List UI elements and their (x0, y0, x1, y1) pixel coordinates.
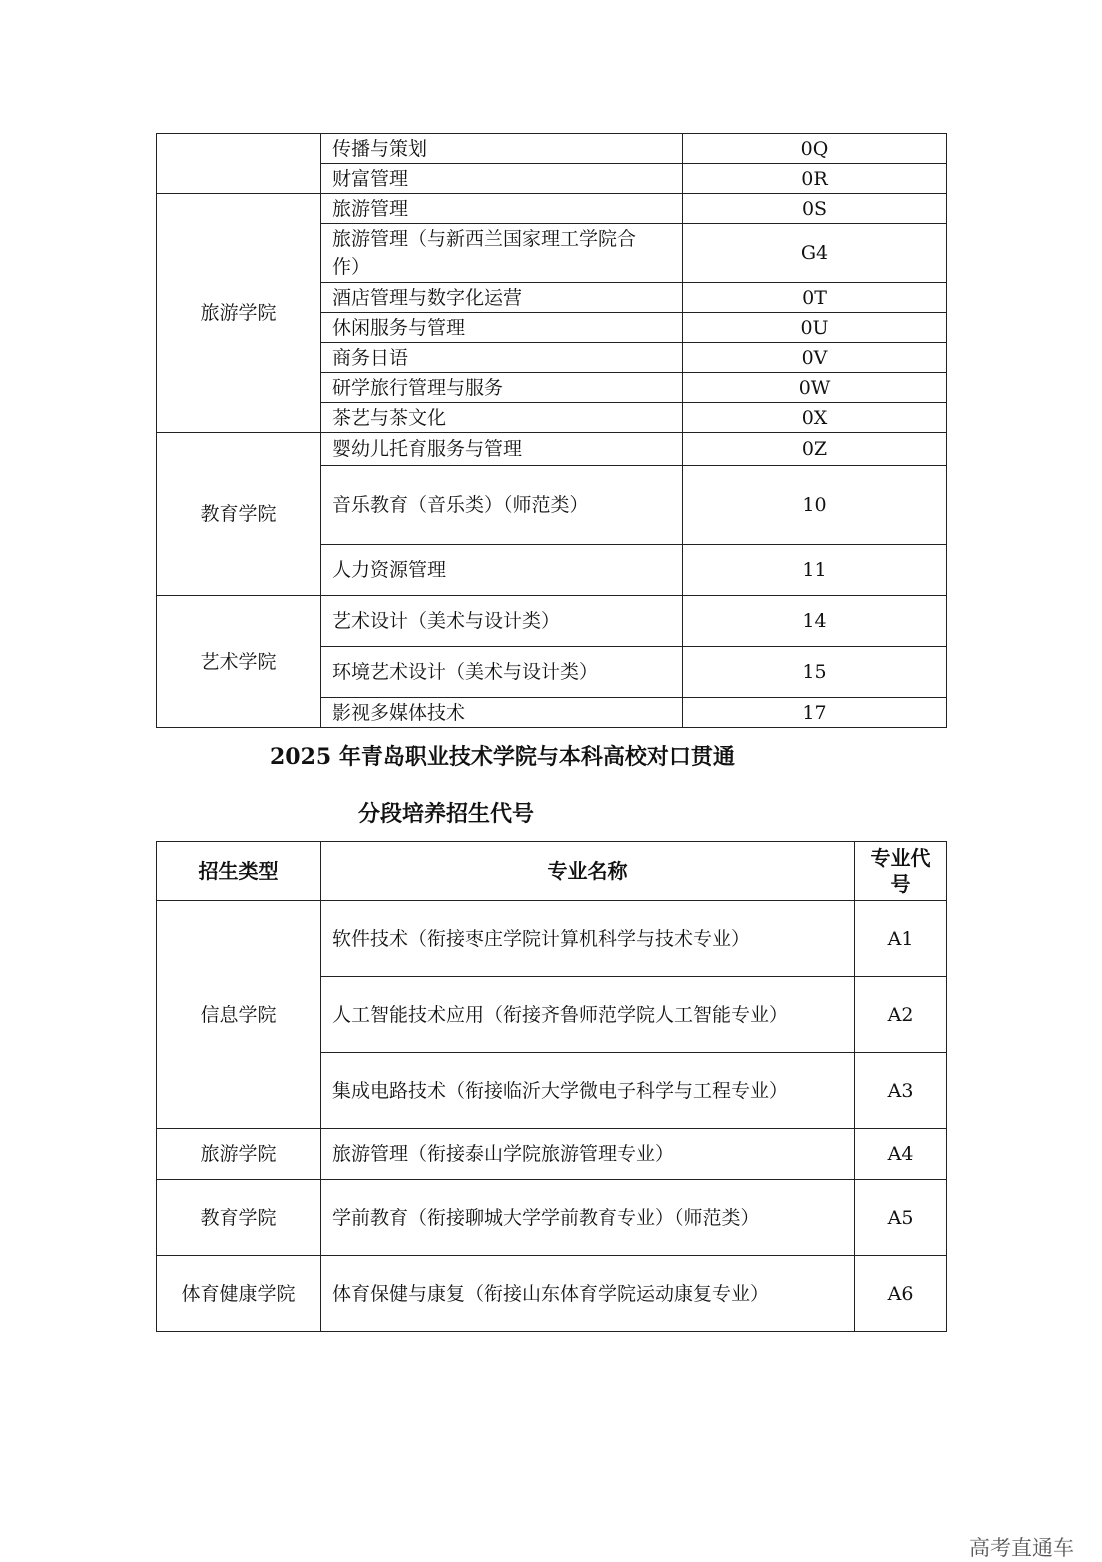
dept-cell: 教育学院 (157, 1180, 321, 1256)
dept-cell: 旅游学院 (157, 194, 321, 433)
major-name-cell: 商务日语 (321, 343, 683, 373)
major-code-cell: 15 (683, 647, 947, 698)
major-code-cell: 0S (683, 194, 947, 224)
major-code-cell: 10 (683, 466, 947, 545)
major-name-cell: 婴幼儿托育服务与管理 (321, 433, 683, 466)
major-name-cell: 酒店管理与数字化运营 (321, 283, 683, 313)
major-name-cell: 集成电路技术（衔接临沂大学微电子科学与工程专业） (321, 1053, 855, 1129)
major-name-cell: 艺术设计（美术与设计类） (321, 596, 683, 647)
section-title-line-2: 分段培养招生代号 (358, 801, 535, 827)
major-name-cell: 人工智能技术应用（衔接齐鲁师范学院人工智能专业） (321, 977, 855, 1053)
dept-cell: 艺术学院 (157, 596, 321, 728)
table-row (157, 194, 947, 224)
dept-cell (157, 134, 321, 194)
table-row (157, 1256, 947, 1332)
major-code-cell: A4 (855, 1129, 947, 1180)
major-code-cell: 11 (683, 545, 947, 596)
table-row (157, 1129, 947, 1180)
major-code-cell: 14 (683, 596, 947, 647)
major-name-cell: 传播与策划 (321, 134, 683, 164)
watermark-text: 高考直通车 (969, 1536, 1074, 1560)
major-code-cell: A5 (855, 1180, 947, 1256)
major-name-cell: 学前教育（衔接聊城大学学前教育专业）（师范类） (321, 1180, 855, 1256)
major-code-cell: 0U (683, 313, 947, 343)
major-name-cell: 茶艺与茶文化 (321, 403, 683, 433)
dept-cell: 体育健康学院 (157, 1256, 321, 1332)
dept-cell: 旅游学院 (157, 1129, 321, 1180)
header-major-name: 专业名称 (321, 842, 855, 901)
major-code-cell: 0T (683, 283, 947, 313)
major-name-cell: 软件技术（衔接枣庄学院计算机科学与技术专业） (321, 901, 855, 977)
table-row (157, 901, 947, 977)
header-admission-type: 招生类型 (157, 842, 321, 901)
major-code-cell: A6 (855, 1256, 947, 1332)
major-code-cell: 17 (683, 698, 947, 728)
major-name-cell: 音乐教育（音乐类）（师范类） (321, 466, 683, 545)
major-name-cell: 财富管理 (321, 164, 683, 194)
major-name-cell: 体育保健与康复（衔接山东体育学院运动康复专业） (321, 1256, 855, 1332)
major-name-cell: 影视多媒体技术 (321, 698, 683, 728)
major-name-cell: 环境艺术设计（美术与设计类） (321, 647, 683, 698)
table-row (157, 596, 947, 647)
table-row (157, 1180, 947, 1256)
dept-cell: 信息学院 (157, 901, 321, 1129)
table-header-row (157, 842, 947, 901)
major-code-cell: 0Z (683, 433, 947, 466)
major-code-cell: A3 (855, 1053, 947, 1129)
major-name-cell: 旅游管理（衔接泰山学院旅游管理专业） (321, 1129, 855, 1180)
dept-cell: 教育学院 (157, 433, 321, 596)
major-code-cell: 0V (683, 343, 947, 373)
major-code-cell: G4 (683, 224, 947, 283)
major-code-cell: 0X (683, 403, 947, 433)
table-row (157, 134, 947, 164)
table-row (157, 433, 947, 466)
articulation-code-table (156, 841, 947, 1332)
major-code-cell: A2 (855, 977, 947, 1053)
major-code-table-continued (156, 133, 947, 728)
major-name-cell: 旅游管理（与新西兰国家理工学院合作） (321, 224, 683, 283)
major-name-cell: 人力资源管理 (321, 545, 683, 596)
header-major-code: 专业代号 (855, 842, 947, 901)
major-name-cell: 旅游管理 (321, 194, 683, 224)
section-title-line-1: 2025 年青岛职业技术学院与本科高校对口贯通 (270, 744, 735, 770)
major-code-cell: 0W (683, 373, 947, 403)
major-code-cell: 0Q (683, 134, 947, 164)
major-code-cell: A1 (855, 901, 947, 977)
major-code-cell: 0R (683, 164, 947, 194)
major-name-cell: 研学旅行管理与服务 (321, 373, 683, 403)
major-name-cell: 休闲服务与管理 (321, 313, 683, 343)
